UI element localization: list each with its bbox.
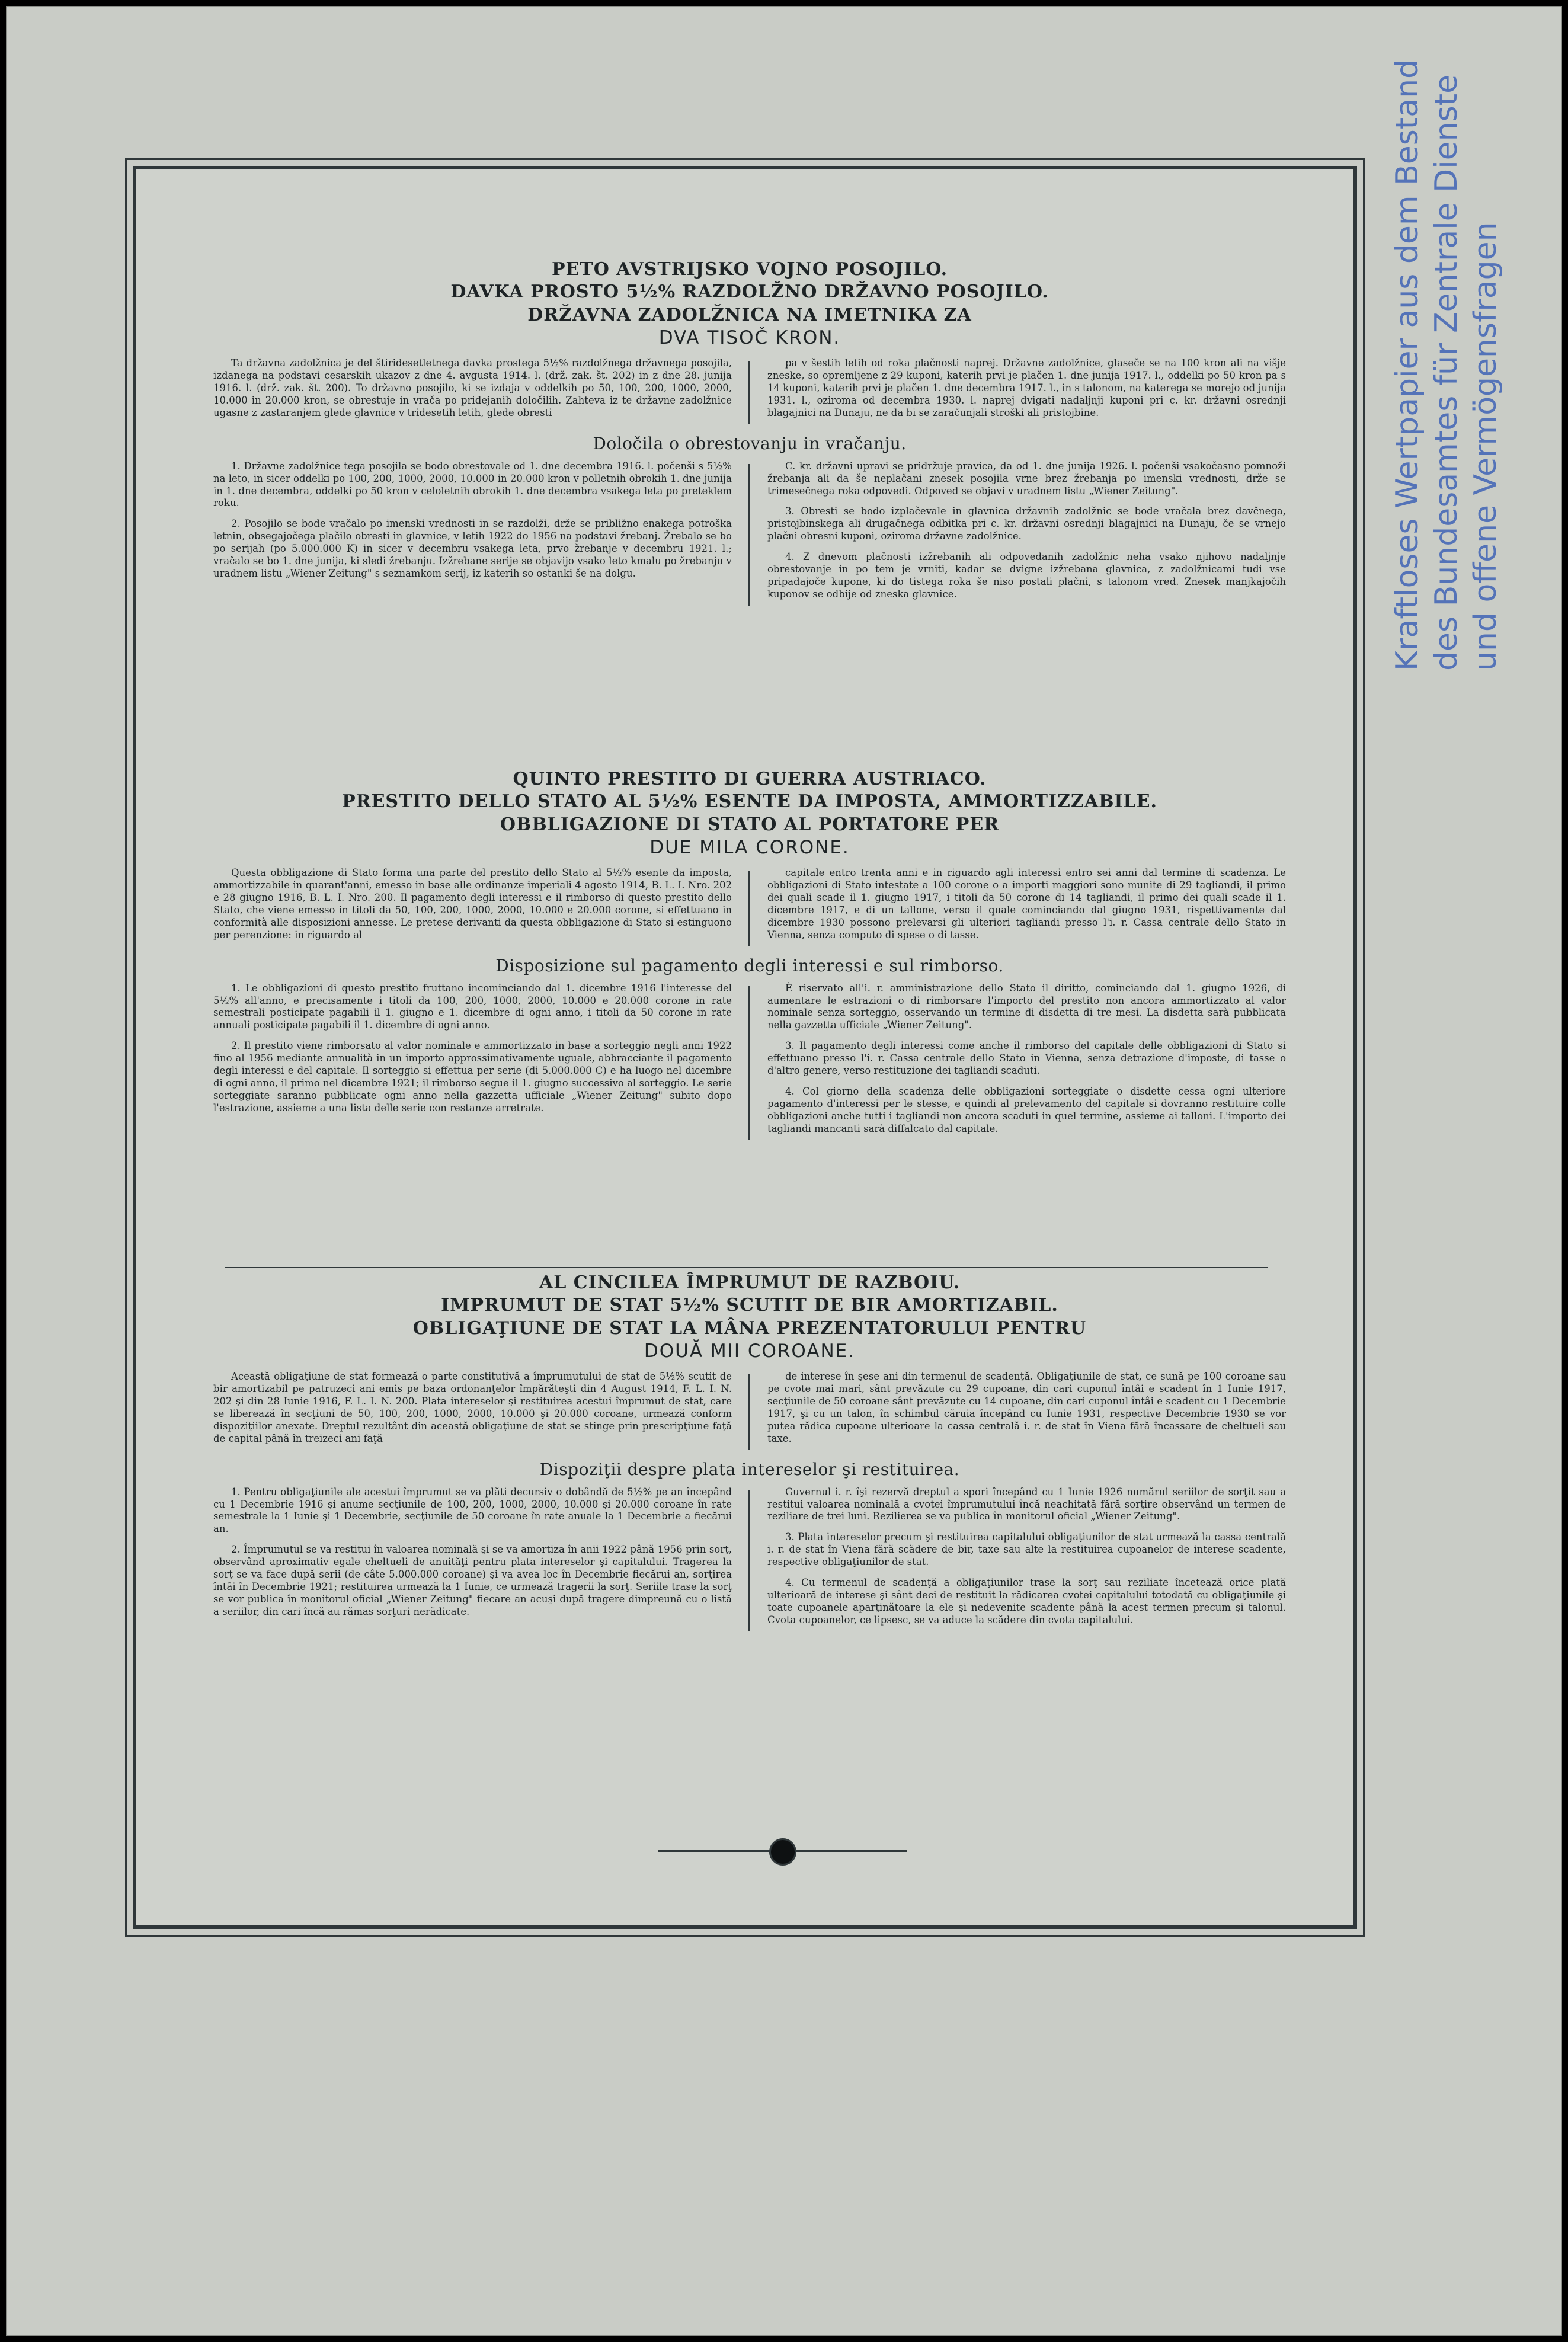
- body-columns: [213, 983, 1286, 1144]
- paragraph: pa v šestih letih od roka plačnosti naprej. Državne zadolžnice, glaseče se na 100 kron ali na višje zneske, so opremljene z 29 kuponi, katerih prvi je plačen 1. dne junija 1917. l., oddelki po 50 kron pa s 14 kuponi, katerih prvi je plačen 1. dne decembra 1917. l., in s talonom, na katerega se morejo od junija 1931. l., oziroma od decembra 1930. l. naprej dvigati nadaljnji kuponi pri c. kr. državni osrednji blagajnici na Dunaju, ne da bi se zaračunjali stroški ali pristojbine.: [767, 357, 1286, 418]
- column-divider: [748, 986, 750, 1140]
- intro-left: [213, 1371, 732, 1454]
- paragraph: capitale entro trenta anni e in riguardo agli interessi entro sei anni dal termine di scadenza. Le obbligazioni di Stato intestate a 100 corone o a importi maggiori sono munite di 29 tagliandi, il primo dei quali scade il 1. giugno 1917, i titoli da 50 corone di 14 tagliandi, il primo dei quali scade il 1. dicembre 1917, e di un tallone, verso il quale cominciando dal giugno 1931, rispettivamente dal dicembre 1930 possono prelevarsi gli ulteriori tagliandi presso l'i. r. Cassa centrale dello Stato in Vienna, senza computo di spese o di tasse.: [767, 866, 1286, 940]
- heading-line: PRESTITO DELLO STATO AL 5½% ESENTE DA IMPOSTA, AMMORTIZZABILE.: [342, 791, 1157, 812]
- document-frame: [133, 166, 1357, 1929]
- paragraph: 2. Posojilo se bode vračalo po imenski vrednosti in se razdolži, drže se približno enakega potroška letnin, obsegajočega plačilo obresti in glavnice, v letih 1922 do 1956 na podstavi žrebanj. Žrebalo se bo po serijah (po 5.000.000 K) in sicer v decembru vsakega leta, prvo žrebanje v decembru 1921. l.; vračalo se bo 1. dne junija, ki sledi žrebanju. Izžrebane serije se objavijo vsako leto kmalu po žrebanju v uradnem listu „Wiener Zeitung" s seznamkom serij, iz katerih so ostanki še na dolgu.: [213, 518, 732, 580]
- section-separator: [225, 764, 1268, 766]
- stamp-line: des Bundesamtes für Zentrale Dienste: [1429, 74, 1465, 671]
- rubber-stamp: [1388, 59, 1515, 671]
- section-subheading: Dispoziţii despre plata intereselor şi restituirea.: [539, 1459, 960, 1479]
- section-subheading: Določila o obrestovanju in vračanju.: [593, 433, 907, 453]
- paragraph: 1. Državne zadolžnice tega posojila se bodo obrestovale od 1. dne decembra 1916. l. počenši s 5½% na leto, in sicer oddelki po 100, 200, 1000, 2000, 10.000 in 20.000 kron v polletnih obrokih 1. dne junija in 1. dne decembra, oddelki po 50 kron v celoletnih obrokih 1. dne decembra vsakega leta po preteklem roku.: [213, 460, 732, 509]
- paragraph: 2. Il prestito viene rimborsato al valor nominale e ammortizzato in base a sorteggio negli anni 1922 fino al 1956 mediante annualità in un importo approssimativamente uguale, abbracciante il pagamento degli interessi e del capitale. Il sorteggio si effettua per serie (di 5.000.000 C) e ha luogo nel dicembre di ogni anno, il primo nel dicembre 1921; il rimborso segue il 1. giugno successivo al sorteggio. Le serie sorteggiate saranno pubblicate ogni anno nella gazzetta ufficiale „Wiener Zeitung" subito dopo l'estrazione, assieme a una lista delle serie con restanze arretrate.: [213, 1040, 732, 1114]
- heading-amount: DOUĂ MII COROANE.: [644, 1340, 856, 1362]
- paragraph: Această obligaţiune de stat formează o parte constitutivă a împrumutului de stat de 5½% scutit de bir amortizabil pe patruzeci ani emis pe baza ordonanţelor împărăteşti din 4 August 1914, F. L. I. N. 202 şi din 28 Iunie 1916, F. L. I. N. 200. Plata intereselor şi restituirea acestui împrumut de stat, care se liberează în secţiuni de 50, 100, 200, 1000, 2000, 10.000 şi 20.000 coroane, urmează conform dispoziţiilor anexate. Dreptul rezultânt din această obligaţiune de stat se stinge prin prescripţiune faţă de capital până în treizeci ani faţă: [213, 1370, 732, 1444]
- stamp-line: und offene Vermögensfragen: [1468, 222, 1504, 671]
- body-left: [213, 1486, 732, 1636]
- body-right: [767, 1486, 1286, 1636]
- heading-amount: DVA TISOČ KRON.: [658, 327, 841, 349]
- section-italian: [213, 768, 1286, 1319]
- paragraph: È riservato all'i. r. amministrazione dello Stato il diritto, cominciando dal 1. giugno 1926, di aumentare le estrazioni o di rimborsare l'importo del prestito non ancora ammortizzato al valor nominale senza sorteggio, osservando un termine di disdetta di tre mesi. La disdetta sarà pubblicata nella gazzetta ufficiale „Wiener Zeitung".: [767, 982, 1286, 1031]
- stamp-line: Kraftloses Wertpapier aus dem Bestand: [1390, 59, 1425, 671]
- intro-columns: [213, 867, 1286, 950]
- paragraph: Questa obbligazione di Stato forma una parte del prestito dello Stato al 5½% esente da imposta, ammortizzabile in quarant'anni, emesso in base alle ordinanze imperiali 4 agosto 1914, B. L. I. Nro. 202 e 28 giugno 1916, B. L. I. Nro. 200. Il pagamento degli interessi e il rimborso di questo prestito dello Stato, che viene emesso in titoli da 50, 100, 200, 1000, 2000, 10.000 e 20.000 corone, si effettuano in conformità alle disposizioni annesse. Le pretese derivanti da questa obbligazione di Stato si estinguono per perenzione: in riguardo al: [213, 866, 732, 940]
- intro-right: [767, 1371, 1286, 1454]
- heading-line: DRŽAVNA ZADOLŽNICA NA IMETNIKA ZA: [527, 304, 972, 325]
- heading-line: DAVKA PROSTO 5½% RAZDOLŽNO DRŽAVNO POSOJILO.: [450, 281, 1049, 303]
- column-divider: [748, 1490, 750, 1632]
- body-columns: [213, 460, 1286, 610]
- paragraph: 1. Le obbligazioni di questo prestito fruttano incominciando dal 1. dicembre 1916 l'interesse del 5½% all'anno, e precisamente i titoli da 100, 200, 1000, 2000, 10.000 e 20.000 corone in rate semestrali posticipate pagabili il 1. giugno e 1. dicembre di ogni anno, i titoli da 50 corone in rate annuali posticipate pagabili il 1. dicembre di ogni anno.: [213, 982, 732, 1031]
- intro-left: [213, 867, 732, 950]
- paragraph: 4. Z dnevom plačnosti izžrebanih ali odpovedanih zadolžnic neha vsako njihovo nadaljnje obrestovanje in po tem je vrniti, kadar se dvigne izžrebana glavnica, z zadolžnicami tudi vse pripadajoče kupone, ki do tistega roka še niso postali plačni, s talonom vred. Znesek manjkajočih kuponov se odbije od zneska glavnice.: [767, 551, 1286, 600]
- column-divider: [748, 361, 750, 424]
- body-left: [213, 460, 732, 610]
- paragraph: 1. Pentru obligaţiunile ale acestui împrumut se va plăti decursiv o dobândă de 5½% pe an începând cu 1 Decembrie 1916 şi anume secţiunile de 100, 200, 1000, 2000, 10.000 şi 20.000 coroane în rate semestrale la 1 Iunie şi 1 Decembrie, secţiunile de 50 coroane în rate anuale la 1 Decembrie a fiecărui an.: [213, 1486, 732, 1535]
- paragraph: Ta državna zadolžnica je del štiridesetletnega davka prostega 5½% razdolžnega državnega posojila, izdanega na podstavi cesarskih ukazov z dne 4. avgusta 1914. l. (drž. zak. št. 202) in z dne 28. junija 1916. l. (drž. zak. št. 200). To državno posojilo, ki se izdaja v oddelkih po 50, 100, 200, 1000, 2000, 10.000 in 20.000 kron, se obrestuje in vrača po pridejanih določilih. Zahteva iz te državne zadolžnice ugasne z zastaranjem glede glavnice v tridesetih letih, glede obresti: [213, 357, 732, 418]
- bond-back-page: [6, 6, 1562, 2336]
- heading-line: PETO AVSTRIJSKO VOJNO POSOJILO.: [551, 259, 948, 280]
- heading-line: AL CINCILEA ÎMPRUMUT DE RAZBOIU.: [539, 1272, 961, 1293]
- paragraph: 2. Împrumutul se va restitui în valoarea nominală şi se va amortiza în anii 1922 până 1956 prin sorţ, observând aproximativ egale cheltueli de anuităţi pentru plata intereselor şi capitalului. Tragerea la sorţ se va face după serii (de câte 5.000.000 coroane) şi va avea loc în Decembrie fiecărui an, sorţirea întâi în Decembrie 1921; restituirea urmează la 1 Iunie, ce urmează tragerii la sorţ. Seriile trase la sorţ se vor publica în monitorul oficial „Wiener Zeitung" fiecare an acuşi după tragere dimpreună cu o listă a seriilor, din cari încă au rămas sorţuri nerădicate.: [213, 1544, 732, 1618]
- section-subheading: Disposizione sul pagamento degli interessi e sul rimborso.: [495, 955, 1004, 975]
- section-slovenian: [213, 258, 1286, 827]
- body-right: [767, 460, 1286, 610]
- paragraph: 3. Il pagamento degli interessi come anche il rimborso del capitale delle obbligazioni di Stato si effettuano presso l'i. r. Cassa centrale dello Stato in Vienna, senza detrazione d'imposte, di tasse o d'altro genere, verso restituzione dei tagliandi scaduti.: [767, 1040, 1286, 1077]
- section-romanian: [213, 1272, 1286, 1841]
- section-heading: [213, 768, 1286, 860]
- heading-line: OBBLIGAZIONE DI STATO AL PORTATORE PER: [500, 814, 1000, 835]
- section-heading: [213, 258, 1286, 350]
- punch-hole-icon: [769, 1838, 796, 1866]
- intro-columns: [213, 357, 1286, 428]
- section-heading: [213, 1272, 1286, 1364]
- body-right: [767, 983, 1286, 1144]
- cancellation-mark: [658, 1834, 907, 1869]
- heading-line: IMPRUMUT DE STAT 5½% SCUTIT DE BIR AMORTIZABIL.: [441, 1295, 1058, 1316]
- intro-left: [213, 357, 732, 428]
- paragraph: C. kr. državni upravi se pridržuje pravica, da od 1. dne junija 1926. l. počenši vsakočasno pomnoži žrebanja ali da še neplačani znesek posojila vrne brez žrebanja po imenski vrednosti, drže se trimesečnega roka odpovedi. Odpoved se objavi v uradnem listu „Wiener Zeitung".: [767, 460, 1286, 497]
- intro-right: [767, 357, 1286, 428]
- column-divider: [748, 1374, 750, 1450]
- intro-right: [767, 867, 1286, 950]
- body-columns: [213, 1486, 1286, 1636]
- paragraph: 4. Cu termenul de scadenţă a obligaţiunilor trase la sorţ sau reziliate încetează orice plată ulterioară de interese şi sânt deci de restituit la rădicarea cvotei capitalului totodată cu obligaţiunile şi toate cupoanele aparţinătoare la ele şi nedevenite scadente până la acest termen precum şi talonul. Cvota cupoanelor, ce lipsesc, se va aduce la scădere din cvota capitalului.: [767, 1577, 1286, 1626]
- column-divider: [748, 871, 750, 946]
- column-divider: [748, 464, 750, 606]
- paragraph: 3. Obresti se bodo izplačevale in glavnica državnih zadolžnic se bode vračala brez davčnega, pristojbinskega ali drugačnega odbitka pri c. kr. državni osrednji blagajnici na Dunaju, če se vrnejo plačni obresni kuponi, oziroma državne zadolžnice.: [767, 505, 1286, 542]
- paragraph: 3. Plata intereselor precum şi restituirea capitalului obligaţiunilor de stat urmează la cassa centrală i. r. de stat în Viena fără scădere de bir, taxe sau alte la restituirea cupoanelor de interese scadente, respective obligaţiunilor de stat.: [767, 1531, 1286, 1568]
- heading-line: OBLIGAŢIUNE DE STAT LA MÂNA PREZENTATORULUI PENTRU: [412, 1317, 1087, 1339]
- intro-columns: [213, 1371, 1286, 1454]
- paragraph: Guvernul i. r. îşi rezervă dreptul a spori începând cu 1 Iunie 1926 numărul seriilor de sorţit sau a restitui valoarea nominală a cvotei împrumutului încă neachitată fără sorţire observând un termen de reziliare de trei luni. Rezilierea se va publica în monitorul oficial „Wiener Zeitung".: [767, 1486, 1286, 1522]
- paragraph: 4. Col giorno della scadenza delle obbligazioni sorteggiate o disdette cessa ogni ulteriore pagamento d'interessi per le stesse, e quindi al prelevamento del capitale si dovranno restituire colle obbligazioni anche tutti i tagliandi non ancora scaduti in quel termine, assieme ai talloni. L'importo dei tagliandi mancanti sarà diffalcato dal capitale.: [767, 1086, 1286, 1135]
- body-left: [213, 983, 732, 1144]
- section-separator: [225, 1267, 1268, 1269]
- heading-amount: DUE MILA CORONE.: [649, 837, 850, 859]
- paragraph: de interese în şese ani din termenul de scadenţă. Obligaţiunile de stat, ce sună pe 100 coroane sau pe cvote mai mari, sânt prevăzute cu 29 cupoane, din cari cuponul întâi e scadent în 1 Iunie 1917, secţiunile de 50 coroane sânt prevăzute cu 14 cupoane, din cari cuponul întâi e scadent cu 1 Decembrie 1917, şi cu un talon, în schimbul căruia începând cu Iunie 1931, respective Decembrie 1930 se vor putea rădica cupoane ulterioare la cassa centrală i. r. de stat în Viena fără încassare de cheltueli sau taxe.: [767, 1370, 1286, 1444]
- heading-line: QUINTO PRESTITO DI GUERRA AUSTRIACO.: [513, 769, 987, 789]
